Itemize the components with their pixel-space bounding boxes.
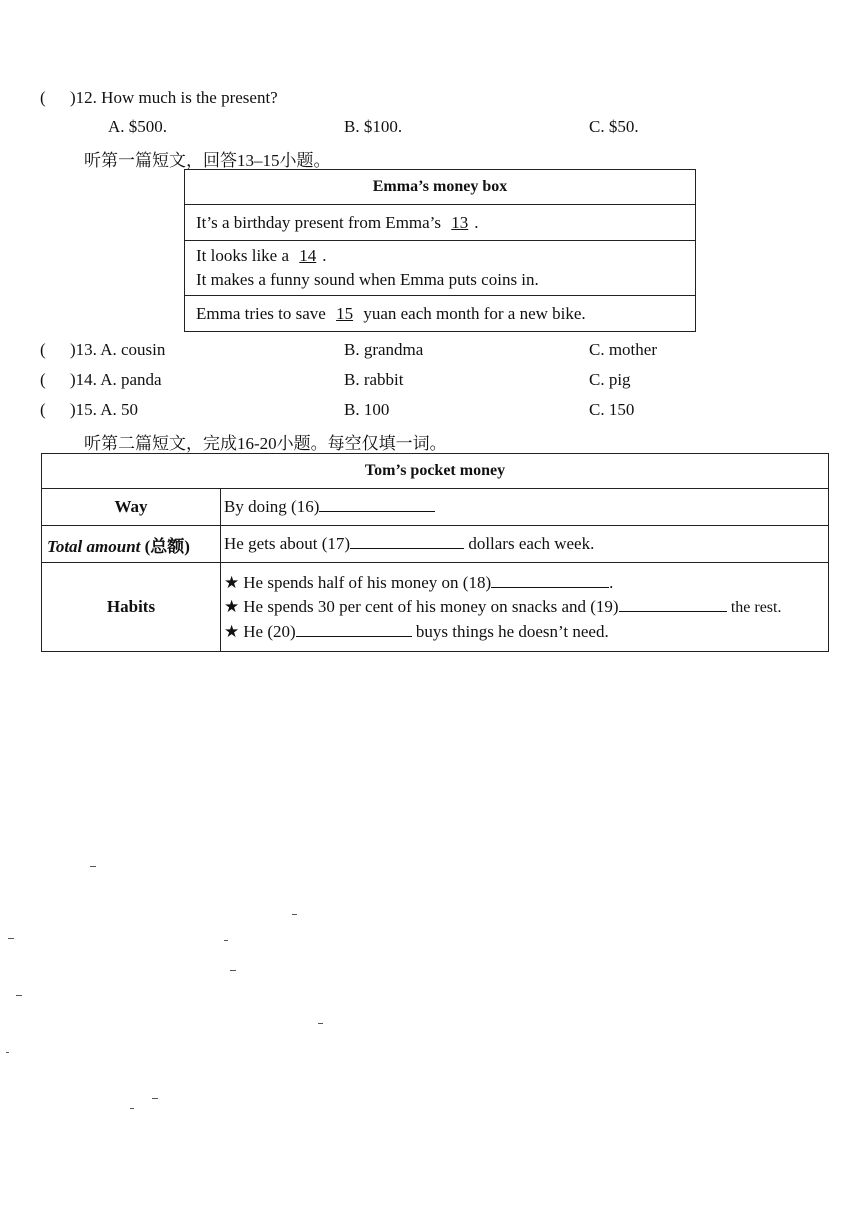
habit-item (224, 595, 825, 620)
row-text: He gets about (17) (224, 534, 351, 553)
blank-14[interactable]: 14 (299, 246, 317, 265)
row-text: It’s a birthday present from Emma’s (196, 212, 442, 232)
scan-speck (318, 1023, 323, 1024)
total-amount-label (42, 526, 221, 563)
option-c: C. 150 (589, 400, 635, 419)
blank-13[interactable]: 13 (451, 212, 469, 232)
label-en: Total amount (47, 536, 141, 556)
row-text: Emma tries to save (196, 303, 326, 323)
row-text: By doing (16) (224, 497, 320, 516)
row-text: yuan each month for a new bike. (363, 303, 586, 323)
tom-pocket-money-table (41, 453, 829, 652)
table-row (185, 241, 696, 296)
option-a: )13. A. cousin (70, 340, 166, 359)
blank-17[interactable] (350, 534, 464, 549)
row-text: It makes a funny sound when Emma puts coins in. (196, 270, 539, 289)
total-cell (221, 526, 829, 563)
scan-speck (224, 940, 228, 941)
blank-19[interactable] (619, 597, 727, 612)
habits-label: Habits (42, 563, 221, 652)
option-b: B. $100. (344, 117, 403, 136)
row-text: He spends 30 per cent of his money on snacks and (19) (243, 596, 619, 616)
question-stem: )12. How much is the present? (70, 88, 278, 107)
scan-speck (90, 866, 96, 867)
row-text: . (609, 572, 614, 592)
blank-20[interactable] (296, 622, 412, 637)
question-12 (40, 88, 278, 108)
emma-money-box-table (184, 169, 696, 332)
row-text: He spends half of his money on (18) (243, 572, 492, 592)
row-text: . (322, 246, 327, 265)
scan-speck (230, 970, 236, 971)
option-a: )15. A. 50 (70, 400, 138, 419)
scan-speck (152, 1098, 158, 1099)
table-title: Emma’s money box (372, 178, 508, 195)
scan-speck (8, 938, 14, 939)
answer-paren[interactable]: ( (40, 88, 46, 107)
row-text: the rest. (730, 598, 782, 616)
label-cn: (总额) (144, 536, 190, 556)
option-b: B. grandma (344, 340, 424, 359)
option-c: C. pig (589, 370, 631, 389)
star-icon: ★ (224, 621, 240, 641)
habit-item (224, 620, 825, 644)
row-text: It looks like a (196, 246, 290, 265)
row-text: . (474, 212, 479, 232)
row-text: dollars each week. (468, 534, 595, 553)
scan-speck (6, 1052, 9, 1053)
table-row (185, 296, 696, 332)
way-cell (221, 489, 829, 526)
question-13 (40, 340, 165, 360)
option-b: B. 100 (344, 400, 390, 419)
star-icon: ★ (224, 596, 240, 616)
option-c: C. $50. (589, 117, 639, 136)
table-title: Tom’s pocket money (42, 454, 829, 489)
row-text: buys things he doesn’t need. (415, 621, 609, 641)
answer-paren[interactable]: ( (40, 370, 46, 389)
question-15 (40, 400, 138, 420)
habit-item (224, 571, 825, 595)
table-row (185, 205, 696, 241)
scan-speck (16, 995, 22, 996)
option-c: C. mother (589, 340, 657, 359)
section1-instruction: 听第一篇短文，回答13–15小题。 (84, 151, 331, 170)
option-a: )14. A. panda (70, 370, 162, 389)
scan-speck (292, 914, 297, 915)
blank-15[interactable]: 15 (336, 303, 354, 323)
option-a: A. $500. (108, 117, 168, 136)
option-b: B. rabbit (344, 370, 404, 389)
row-text: He (20) (243, 621, 296, 641)
answer-paren[interactable]: ( (40, 400, 46, 419)
way-label: Way (42, 489, 221, 526)
answer-paren[interactable]: ( (40, 340, 46, 359)
habits-cell (221, 563, 829, 652)
section2-instruction: 听第二篇短文，完成16-20小题。每空仅填一词。 (84, 434, 447, 453)
scan-speck (130, 1108, 134, 1109)
star-icon: ★ (224, 572, 240, 592)
question-14 (40, 370, 162, 390)
blank-16[interactable] (319, 497, 435, 512)
blank-18[interactable] (491, 573, 609, 588)
